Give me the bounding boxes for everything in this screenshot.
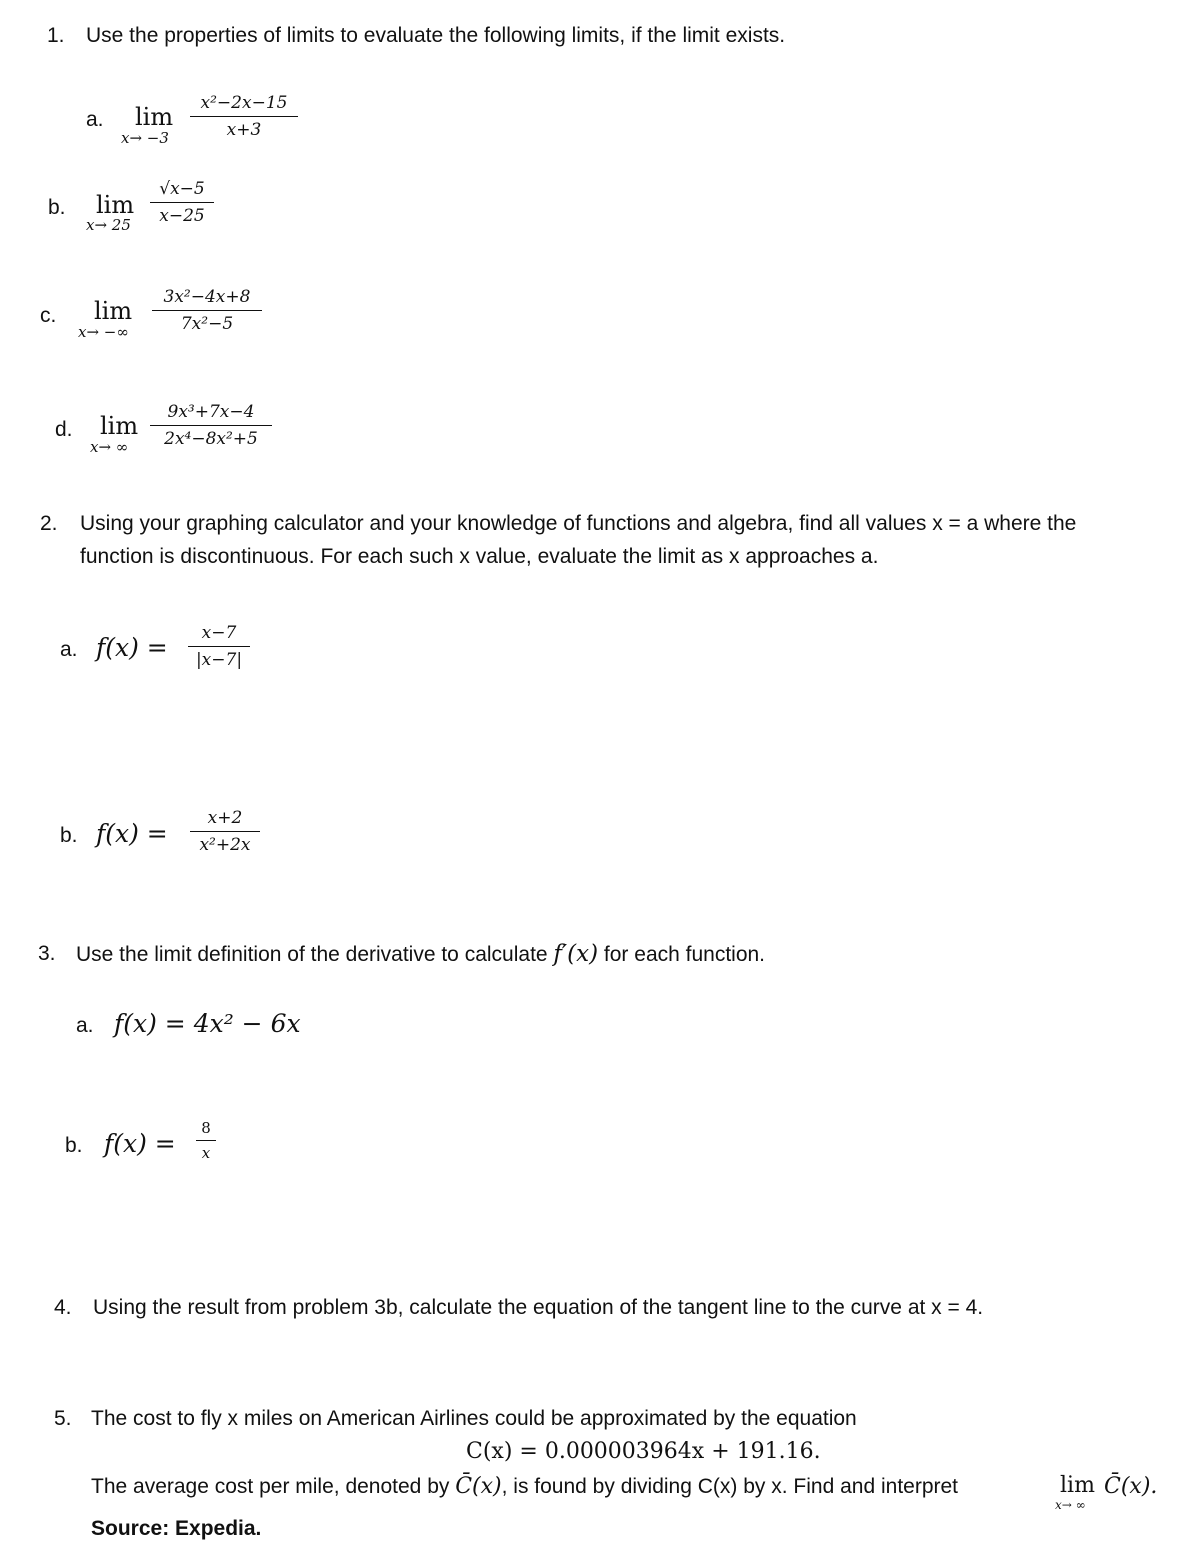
q3-text-after: for each function. <box>603 943 766 966</box>
q2b-denominator: x²+2x <box>199 835 251 855</box>
q1b-denominator: x−25 <box>159 206 205 226</box>
q2a-denominator: |x−7| <box>195 650 243 670</box>
q1b-fraction <box>150 178 214 227</box>
q5-lim-sub: x→ ∞ <box>1055 1498 1086 1512</box>
q3a-expression: f(x) = 4x² − 6x <box>114 1009 301 1038</box>
q2-line1: Using your graphing calculator and your knowledge of functions and algebra, find all values x = a where the <box>80 512 1077 535</box>
q1a-label: a. <box>86 108 104 131</box>
q5-line3-a: The average cost per mile, denoted by <box>91 1475 450 1498</box>
q1b-fraction-bar <box>150 202 214 203</box>
q1a-lim: lim <box>135 103 174 131</box>
q1c-fraction-bar <box>152 310 262 311</box>
q5-source: Source: Expedia. <box>91 1517 262 1540</box>
q1d-numerator: 9x³+7x−4 <box>167 402 255 422</box>
q2b-numerator: x+2 <box>207 808 243 828</box>
q2a-numerator: x−7 <box>201 623 237 643</box>
q1d-lim: lim <box>100 412 139 440</box>
q1d-fraction-bar <box>150 425 272 426</box>
q1a-denominator: x+3 <box>226 120 262 140</box>
q2-line2: function is discontinuous. For each such x value, evaluate the limit as x approaches a. <box>80 545 879 568</box>
q2b-fraction <box>190 807 260 856</box>
q1a-fraction-bar <box>190 116 298 117</box>
q5-line3 <box>91 1473 958 1501</box>
q1a-fraction <box>190 92 298 141</box>
q1d-sub: x→ ∞ <box>90 438 129 456</box>
q2a-lhs: f(x) = <box>96 633 168 662</box>
q1c-fraction <box>152 286 262 335</box>
q3b-denominator: x <box>201 1144 211 1162</box>
q4-number: 4. <box>54 1296 72 1319</box>
q2-number: 2. <box>40 512 58 535</box>
q2b-lhs: f(x) = <box>96 819 168 848</box>
q3b-fraction-bar <box>196 1140 216 1141</box>
q1c-sub: x→ −∞ <box>78 323 129 341</box>
q3b-fraction <box>196 1118 216 1163</box>
q1-number: 1. <box>47 24 65 47</box>
q1c-denominator: 7x²−5 <box>180 314 234 334</box>
q4-text: Using the result from problem 3b, calculate the equation of the tangent line to the curve at x = 4. <box>93 1296 984 1319</box>
q5-cbar2: C̄(x). <box>1104 1474 1158 1499</box>
q5-equation: C(x) = 0.000003964x + 191.16. <box>466 1439 821 1464</box>
q1a-numerator: x²−2x−15 <box>200 93 288 113</box>
q2b-label: b. <box>60 824 78 847</box>
q2a-label: a. <box>60 638 78 661</box>
q3b-label: b. <box>65 1134 83 1157</box>
q1b-numerator: √x−5 <box>159 179 205 199</box>
q3b-numerator: 8 <box>201 1119 211 1137</box>
q1c-numerator: 3x²−4x+8 <box>163 287 251 307</box>
q5-number: 5. <box>54 1407 72 1430</box>
q1b-lim: lim <box>96 191 135 219</box>
q5-cbar: C̄(x) <box>455 1474 502 1499</box>
q2b-fraction-bar <box>190 831 260 832</box>
q5-lim: lim <box>1060 1473 1095 1498</box>
q3-number: 3. <box>38 942 56 965</box>
q5-line3-b: , is found by dividing C(x) by x. Find and interpret <box>501 1475 959 1498</box>
q1b-sub: x→ 25 <box>86 216 131 234</box>
q3b-lhs: f(x) = <box>104 1129 176 1158</box>
q1d-fraction <box>150 401 272 450</box>
q1b-label: b. <box>48 196 66 219</box>
q3-derivative: f′(x) <box>553 941 599 967</box>
q5-line1: The cost to fly x miles on American Airlines could be approximated by the equation <box>91 1407 857 1430</box>
q1c-lim: lim <box>94 297 133 325</box>
q2a-fraction <box>188 622 250 671</box>
q3a-label: a. <box>76 1014 94 1037</box>
q1d-label: d. <box>55 418 73 441</box>
q1a-sub: x→ −3 <box>121 129 169 147</box>
q3-text <box>76 940 765 969</box>
q1-text: Use the properties of limits to evaluate the following limits, if the limit exists. <box>86 24 786 47</box>
q1c-label: c. <box>40 304 57 327</box>
q1d-denominator: 2x⁴−8x²+5 <box>164 429 258 449</box>
q2a-fraction-bar <box>188 646 250 647</box>
q3-text-before: Use the limit definition of the derivative to calculate <box>76 943 548 966</box>
